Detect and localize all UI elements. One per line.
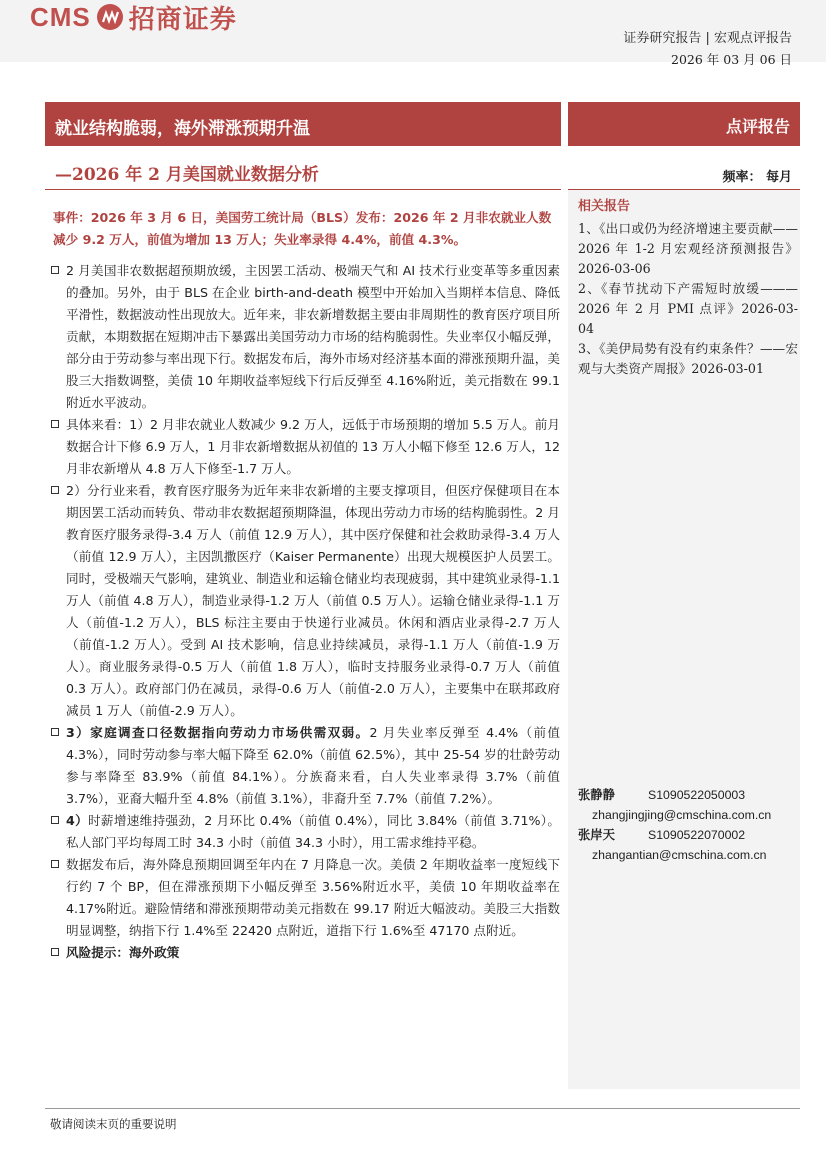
checkbox-bullet-icon bbox=[51, 860, 59, 868]
analyst-cert: S1090522070002 bbox=[648, 828, 746, 842]
analyst-row bbox=[578, 825, 800, 845]
divider bbox=[45, 189, 561, 190]
frequency-label: 频率： 每月 bbox=[722, 170, 792, 185]
page-subtitle: —2026 年 2 月美国就业数据分析 bbox=[55, 165, 319, 185]
checkbox-bullet-icon bbox=[51, 266, 59, 274]
page-title: 就业结构脆弱，海外滞涨预期升温 bbox=[55, 119, 310, 139]
bullet-item: 4）时薪增速维持强劲，2 月环比 0.4%（前值 0.4%），同比 3.84%（前值 3.71%）。私人部门平均每周工时 34.3 小时（前值 34.3 小时），用工需求维持平稳。 bbox=[50, 810, 560, 854]
analyst-email[interactable]: zhangjingjing@cmschina.com.cn bbox=[592, 808, 772, 822]
related-reports bbox=[578, 197, 798, 379]
analyst-row bbox=[578, 785, 800, 805]
checkbox-bullet-icon bbox=[51, 420, 59, 428]
bullet-item: 数据发布后，海外降息预期回调至年内在 7 月降息一次。美债 2 年期收益率一度短线下行约 7 个 BP，但在滞涨预期下小幅反弹至 3.56%附近水平，美债 10 年期收益率在 4.17%附近。避险情绪和滞涨预期带动美元指数在 99.17 附近大幅波动。美股三大指数明显调整，纳指下行 1.4%至 22420 点附近，道指下行 1.6%至 47170 点附近。 bbox=[50, 854, 560, 942]
analyst-cert: S1090522050003 bbox=[648, 788, 746, 802]
analyst-name: 张岸天 bbox=[578, 827, 615, 842]
logo-cms-text: CMS bbox=[30, 1, 91, 32]
footer-divider bbox=[45, 1108, 800, 1109]
checkbox-bullet-icon bbox=[51, 816, 59, 824]
checkbox-bullet-icon bbox=[51, 486, 59, 494]
analyst-info bbox=[578, 785, 800, 865]
logo-emblem-icon bbox=[97, 4, 123, 30]
report-type: 证券研究报告 | 宏观点评报告 bbox=[623, 31, 792, 46]
event-summary: 事件：2026 年 3 月 6 日，美国劳工统计局（BLS）发布：2026 年 2 月非农就业人数减少 9.2 万人，前值为增加 13 万人；失业率录得 4.4%，前值 4.3%。 bbox=[53, 210, 552, 247]
divider bbox=[568, 189, 800, 190]
related-reports-title: 相关报告 bbox=[578, 199, 631, 214]
related-report-link[interactable]: 2、《春节扰动下产需短时放缓———2026 年 2 月 PMI 点评》2026-03-04 bbox=[578, 281, 798, 336]
bullet-item: 具体来看：1）2 月非农就业人数减少 9.2 万人，远低于市场预期的增加 5.5 万人。前月数据合计下修 6.9 万人，1 月非农新增数据从初值的 13 万人小幅下修至 12.6 万人，12 月非农新增从 4.8 万人下修至-1.7 万人。 bbox=[50, 414, 560, 480]
bullet-item: 2 月美国非农数据超预期放缓，主因罢工活动、极端天气和 AI 技术行业变革等多重因素的叠加。另外，由于 BLS 在企业 birth-and-death 模型中开始加入当期样本信息、降低平滑性，数据波动性出现放大。近年来，非农新增数据主要由非周期性的教育医疗项目所贡献，本期数据在短期冲击下暴露出美国劳动力市场的结构脆弱性。失业率仅小幅反弹，部分由于劳动参与率出现下行。数据发布后，海外市场对经济基本面的滞涨预期升温，美股三大指数调整，美债 10 年期收益率短线下行后反弹至 4.16%附近，美元指数在 99.1 附近水平波动。 bbox=[50, 260, 560, 414]
analyst-email[interactable]: zhangantian@cmschina.com.cn bbox=[592, 848, 767, 862]
checkbox-bullet-icon bbox=[51, 948, 59, 956]
analyst-name: 张静静 bbox=[578, 787, 615, 802]
risk-warning: 风险提示：海外政策 bbox=[50, 942, 560, 964]
title-banner bbox=[45, 102, 561, 146]
footer-note: 敬请阅读末页的重要说明 bbox=[50, 1117, 177, 1131]
bullet-item: 3）家庭调查口径数据指向劳动力市场供需双弱。2 月失业率反弹至 4.4%（前值 4.3%），同时劳动参与率大幅下降至 62.0%（前值 62.5%），其中 25-54 岁的壮龄劳动参与率降至 83.9%（前值 84.1%）。分族裔来看，白人失业率录得 3.7%（前值 3.7%），亚裔大幅升至 4.8%（前值 3.1%），非裔升至 7.7%（前值 7.2%）。 bbox=[50, 722, 560, 810]
report-category-banner bbox=[568, 102, 800, 146]
bullet-item: 2）分行业来看，教育医疗服务为近年来非农新增的主要支撑项目，但医疗保健项目在本期因罢工活动而转负、带动非农数据超预期降温，体现出劳动力市场的结构脆弱性。2 月教育医疗服务录得-3.4 万人（前值 12.9 万人），其中医疗保健和社会救助录得-3.4 万人（前值 12.9 万人），主因凯撒医疗（Kaiser Permanente）出现大规模医护人员罢工。同时，受极端天气影响，建筑业、制造业和运输仓储业均表现疲弱，其中建筑业录得-1.1 万人（前值 4.8 万人），制造业录得-1.2 万人（前值 0.5 万人）。运输仓储业录得-1.1 万人（前值-1.2 万人），BLS 标注主要由于快递行业减员。休闲和酒店业录得-2.7 万人（前值-1.2 万人）。受到 AI 技术影响，信息业持续减员，录得-1.1 万人（前值-1.9 万人）。商业服务录得-0.5 万人（前值 1.8 万人），临时支持服务业录得-0.7 万人（前值 0.3 万人）。政府部门仍在减员，录得-0.6 万人（前值-2.0 万人），主要集中在联邦政府减员 1 万人（前值-2.9 万人）。 bbox=[50, 480, 560, 722]
bullet-list bbox=[50, 260, 560, 964]
checkbox-bullet-icon bbox=[51, 728, 59, 736]
logo-chinese-text: 招商证券 bbox=[128, 4, 237, 35]
related-report-link[interactable]: 3、《美伊局势有没有约束条件？——宏观与大类资产周报》2026-03-01 bbox=[578, 341, 798, 376]
report-category: 点评报告 bbox=[725, 117, 790, 136]
related-report-link[interactable]: 1、《出口或仍为经济增速主要贡献——2026 年 1-2 月宏观经济预测报告》2026-03-06 bbox=[578, 221, 798, 276]
company-logo bbox=[30, 1, 237, 35]
report-date: 2026 年 03 月 06 日 bbox=[671, 52, 792, 67]
